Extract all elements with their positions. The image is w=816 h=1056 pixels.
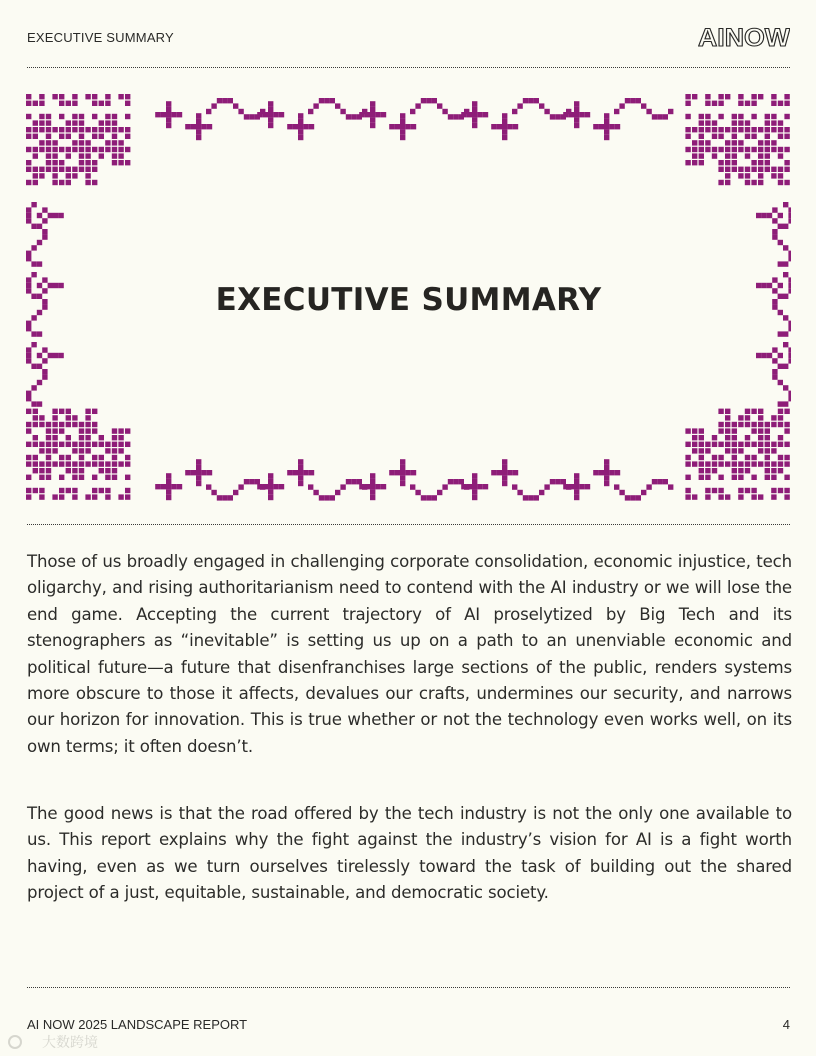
banner-title: EXECUTIVE SUMMARY xyxy=(215,282,602,318)
banner-bottom-divider xyxy=(27,524,790,525)
logo-text: AINOW xyxy=(698,24,790,50)
running-head-section-label: EXECUTIVE SUMMARY xyxy=(27,30,174,45)
footer-page-number: 4 xyxy=(782,1017,790,1032)
watermark-text: 大数跨境 xyxy=(42,1035,98,1051)
footer-report-name: AI NOW 2025 LANDSCAPE REPORT xyxy=(27,1017,248,1032)
body-paragraph-1: Those of us broadly engaged in challenging corporate consolidation, economic injustice, tech oligarchy, and rising authoritarianism need to contend with the AI industry or we will lose the end game. Accepting the current trajectory of AI proselytized by Big Tech and its stenographers as “inevitable” is setting us up on a path to an unenviable economic and political future—a future that disenfranchises large sections of the public, renders systems more obscure to those it affects, devalues our crafts, undermines our security, and narrows our horizon for innovation. This is true whether or not the technology even works well, on its own terms; it often doesn’t. xyxy=(27,552,792,756)
ainow-logo xyxy=(698,22,790,50)
top-divider xyxy=(27,67,790,68)
body-paragraph-2: The good news is that the road offered by the tech industry is not the only one available to us. This report explains why the fight against the industry’s vision for AI is a fight worth having, even as we turn ourselves tirelessly toward the task of building out the shared project of a just, equitable, sustainable, and democratic society. xyxy=(27,804,792,903)
footer-divider xyxy=(27,987,790,988)
watermark-logo-icon xyxy=(9,1036,21,1048)
watermark xyxy=(6,1030,110,1052)
